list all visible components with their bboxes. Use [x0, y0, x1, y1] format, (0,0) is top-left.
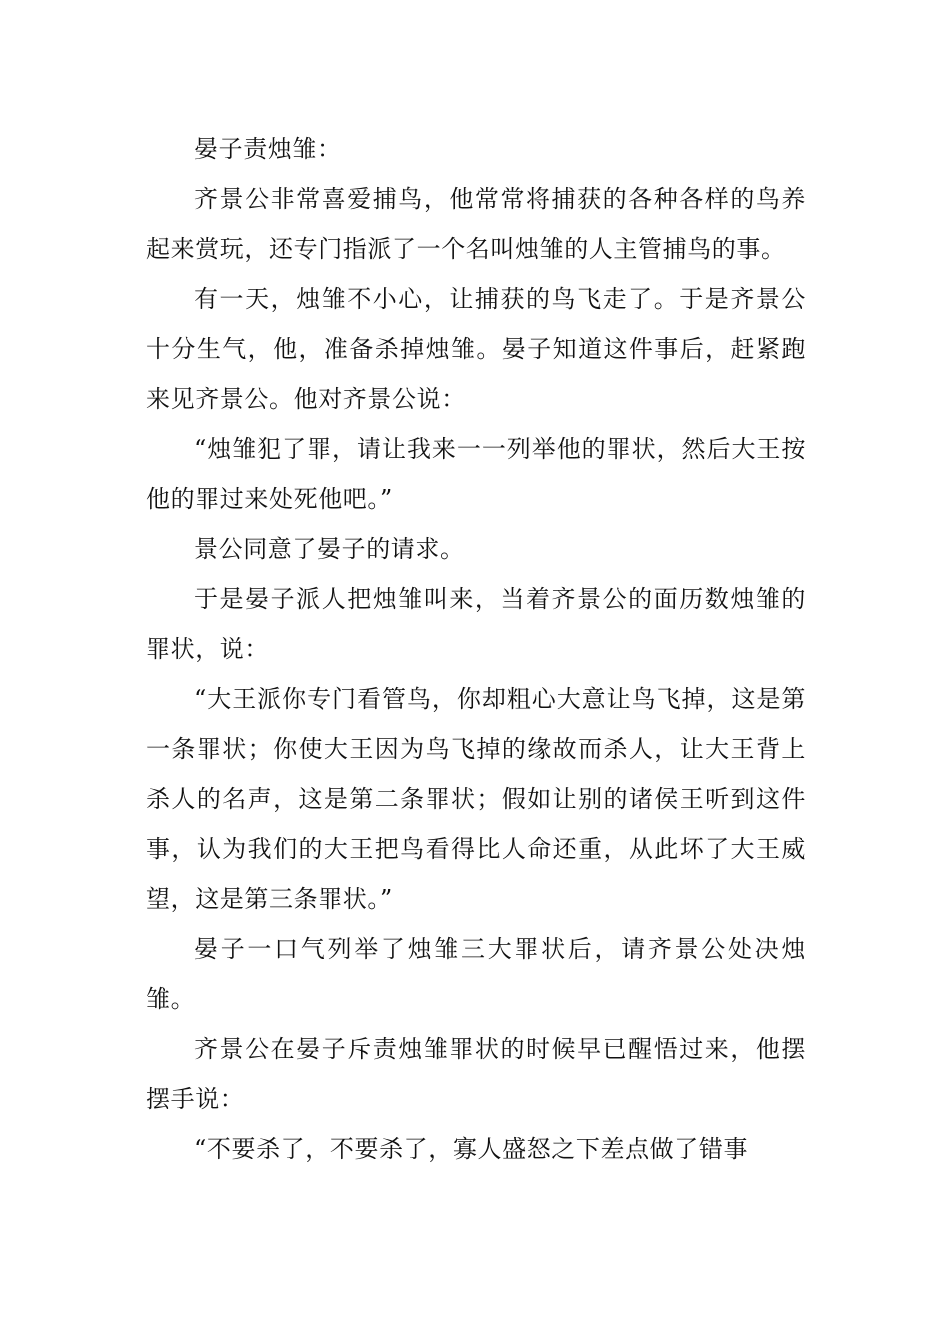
- paragraph: 有一天，烛雏不小心，让捕获的鸟飞走了。于是齐景公十分生气，他，准备杀掉烛雏。晏子知道这件事后，赶紧跑来见齐景公。他对齐景公说：: [146, 285, 806, 413]
- document-body: [146, 124, 806, 1174]
- paragraph: 齐景公非常喜爱捕鸟，他常常将捕获的各种各样的鸟养起来赏玩，还专门指派了一个名叫烛雏的人主管捕鸟的事。: [146, 185, 806, 263]
- paragraph: 景公同意了晏子的请求。: [194, 535, 465, 563]
- paragraph: 晏子一口气列举了烛雏三大罪状后，请齐景公处决烛雏。: [146, 935, 806, 1013]
- paragraph-quote: “不要杀了，不要杀了，寡人盛怒之下差点做了错事: [194, 1135, 749, 1163]
- paragraph-title: 晏子责烛雏：: [194, 135, 342, 163]
- paragraph-quote: “烛雏犯了罪，请让我来一一列举他的罪状，然后大王按他的罪过来处死他吧。”: [146, 435, 806, 513]
- paragraph-quote: “大王派你专门看管鸟，你却粗心大意让鸟飞掉，这是第一条罪状；你使大王因为鸟飞掉的缘故而杀人，让大王背上杀人的名声，这是第二条罪状；假如让别的诸侯王听到这件事，认为我们的大王把鸟看得比人命还重，从此坏了大王威望，这是第三条罪状。”: [146, 685, 806, 913]
- paragraph: 于是晏子派人把烛雏叫来，当着齐景公的面历数烛雏的罪状，说：: [146, 585, 806, 663]
- paragraph: 齐景公在晏子斥责烛雏罪状的时候早已醒悟过来，他摆摆手说：: [146, 1035, 806, 1113]
